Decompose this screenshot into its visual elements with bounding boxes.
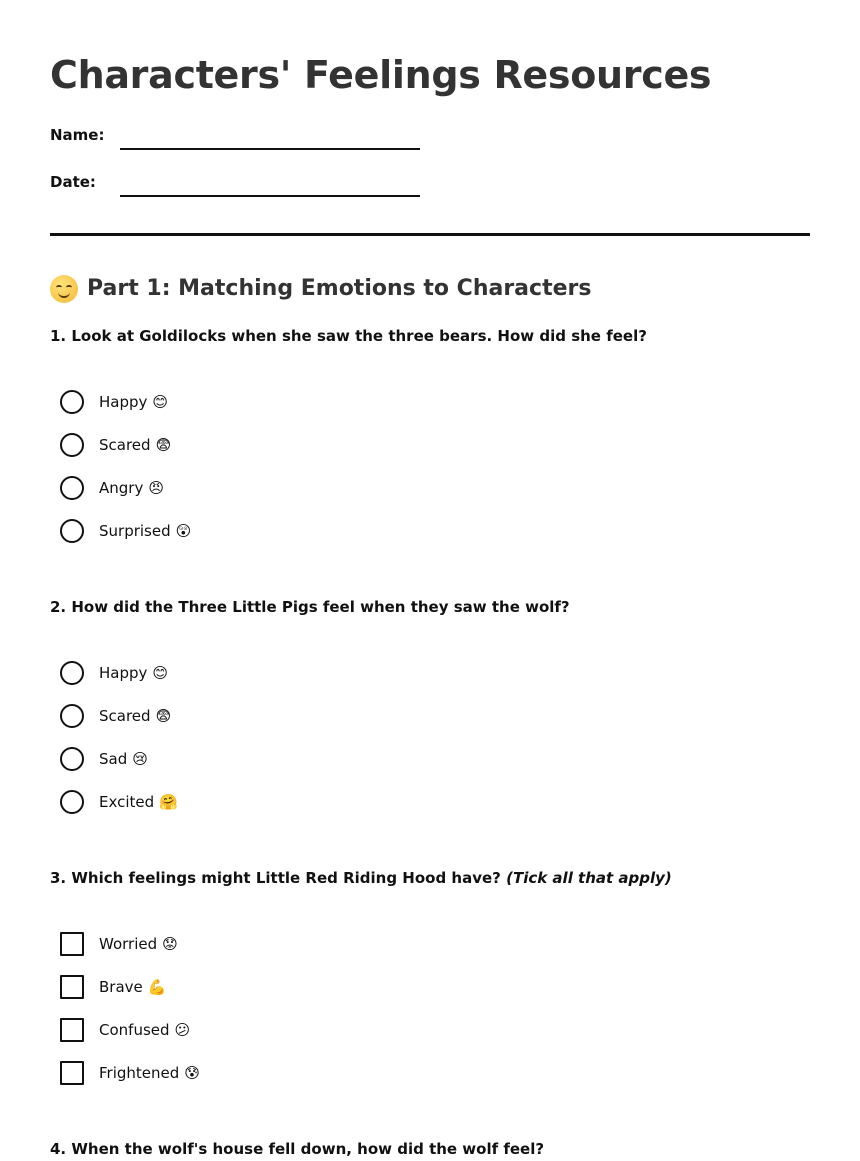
checkbox[interactable] — [60, 975, 84, 999]
checkbox[interactable] — [60, 932, 84, 956]
frightened-emoji-icon: 😰 — [184, 1063, 200, 1082]
option-q3-frightened[interactable] — [50, 1051, 810, 1094]
question-1-options — [50, 380, 810, 552]
option-q3-worried[interactable] — [50, 922, 810, 965]
option-label: Happy — [99, 392, 148, 411]
radio-button[interactable] — [60, 661, 84, 685]
question-2 — [50, 598, 810, 616]
name-label: Name: — [50, 126, 105, 144]
angry-emoji-icon: 😠 — [148, 478, 164, 497]
option-label: Surprised — [99, 521, 171, 540]
date-field — [50, 150, 810, 197]
option-q3-brave[interactable] — [50, 965, 810, 1008]
radio-button[interactable] — [60, 519, 84, 543]
option-q2-scared[interactable] — [50, 694, 810, 737]
confused-emoji-icon: 😕 — [174, 1020, 191, 1039]
question-text: 1. Look at Goldilocks when she saw the three bears. How did she feel? — [50, 327, 647, 345]
radio-button[interactable] — [60, 390, 84, 414]
surprised-emoji-icon: 😲 — [175, 521, 192, 540]
question-note: (Tick all that apply) — [506, 869, 672, 887]
option-label: Confused — [99, 1020, 170, 1039]
name-input-line[interactable] — [120, 148, 420, 150]
happy-emoji-icon: 😊 — [152, 392, 169, 411]
option-q1-happy[interactable] — [50, 380, 810, 423]
header-divider — [50, 233, 810, 236]
checkbox[interactable] — [60, 1061, 84, 1085]
radio-button[interactable] — [60, 704, 84, 728]
option-q1-angry[interactable] — [50, 466, 810, 509]
option-q2-happy[interactable] — [50, 651, 810, 694]
worried-emoji-icon: 😟 — [162, 934, 178, 953]
option-label: Sad — [99, 749, 128, 768]
name-field — [50, 110, 810, 150]
option-q2-excited[interactable] — [50, 780, 810, 823]
radio-button[interactable] — [60, 476, 84, 500]
excited-emoji-icon: 🤗 — [159, 792, 178, 811]
option-label: Worried — [99, 934, 158, 953]
smiling-face-icon — [50, 275, 78, 303]
date-label: Date: — [50, 173, 96, 191]
happy-emoji-icon: 😊 — [152, 663, 169, 682]
question-2-options — [50, 651, 810, 823]
question-3 — [50, 869, 810, 887]
option-label: Brave — [99, 977, 143, 996]
radio-button[interactable] — [60, 790, 84, 814]
question-3-options — [50, 922, 810, 1094]
option-q1-surprised[interactable] — [50, 509, 810, 552]
sad-emoji-icon: 😢 — [132, 749, 148, 768]
question-1 — [50, 327, 810, 345]
scared-emoji-icon: 😨 — [155, 435, 172, 454]
radio-button[interactable] — [60, 747, 84, 771]
question-4 — [50, 1140, 810, 1158]
section-heading — [50, 274, 810, 304]
option-q1-scared[interactable] — [50, 423, 810, 466]
checkbox[interactable] — [60, 1018, 84, 1042]
option-label: Angry — [99, 478, 144, 497]
scared-emoji-icon: 😨 — [155, 706, 172, 725]
option-label: Frightened — [99, 1063, 180, 1082]
radio-button[interactable] — [60, 433, 84, 457]
question-text: 2. How did the Three Little Pigs feel when they saw the wolf? — [50, 598, 570, 616]
question-text: 4. When the wolf's house fell down, how did the wolf feel? — [50, 1140, 545, 1158]
page-title: Characters' Feelings Resources — [50, 53, 712, 97]
date-input-line[interactable] — [120, 195, 420, 197]
option-label: Happy — [99, 663, 148, 682]
option-q3-confused[interactable] — [50, 1008, 810, 1051]
option-q2-sad[interactable] — [50, 737, 810, 780]
question-text: 3. Which feelings might Little Red Riding Hood have? — [50, 869, 501, 887]
flexed-bicep-emoji-icon: 💪 — [147, 977, 167, 996]
option-label: Scared — [99, 706, 151, 725]
option-label: Scared — [99, 435, 151, 454]
option-label: Excited — [99, 792, 155, 811]
section-title: Part 1: Matching Emotions to Characters — [87, 276, 592, 301]
